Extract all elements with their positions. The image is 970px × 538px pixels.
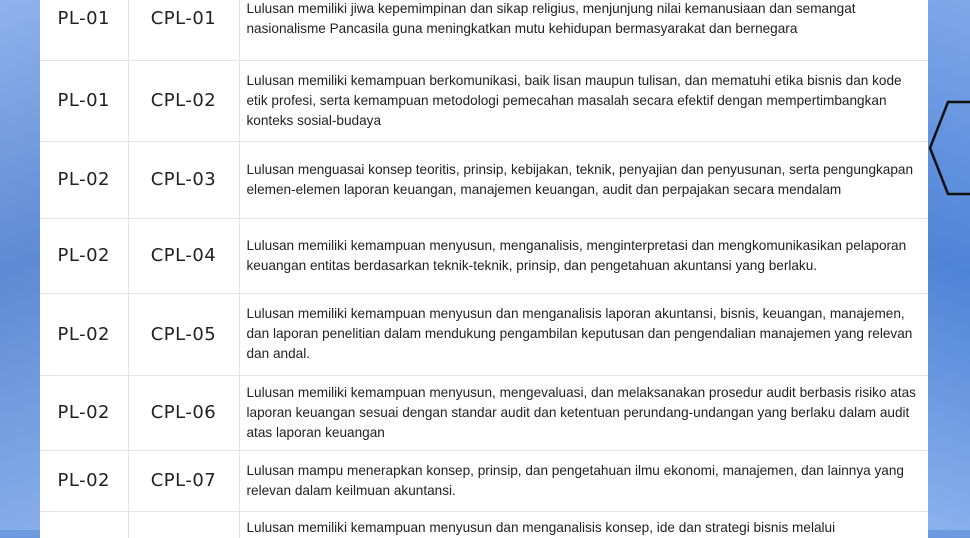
table-row: [40, 511, 928, 538]
cpl-code: CPL-05: [128, 293, 239, 375]
cpl-code: CPL-06: [128, 375, 239, 450]
cpl-code: CPL-01: [128, 0, 239, 60]
pl-code: [40, 511, 128, 538]
background-left-panel: [0, 0, 40, 530]
cpl-code: CPL-07: [128, 450, 239, 511]
table-row: [40, 293, 928, 375]
table-row: [40, 0, 928, 60]
background-right-panel: [928, 0, 970, 530]
table-row: [40, 218, 928, 293]
cpl-code: [128, 511, 239, 538]
table-row: [40, 141, 928, 218]
table-row: [40, 60, 928, 141]
cpl-code: CPL-03: [128, 141, 239, 218]
table-row: [40, 375, 928, 450]
pl-code: PL-02: [40, 450, 128, 511]
table-row: [40, 450, 928, 511]
cpl-description: Lulusan mampu menerapkan konsep, prinsip, dan pengetahuan ilmu ekonomi, manajemen, dan lainnya yang relevan dalam keilmuan akuntansi.: [239, 450, 928, 511]
cpl-table: [40, 0, 928, 538]
hexagon-decoration-icon: [928, 100, 970, 196]
cpl-description: Lulusan memiliki kemampuan berkomunikasi, baik lisan maupun tulisan, dan mematuhi etika bisnis dan kode etik profesi, serta kemampuan metodologi pemecahan masalah secara efektif dengan mempertimbangkan konteks sosial-budaya: [239, 60, 928, 141]
cpl-description: Lulusan memiliki kemampuan menyusun dan menganalisis laporan akuntansi, bisnis, keuangan, manajemen, dan laporan penelitian dalam mendukung pengambilan keputusan dan pengendalian manajemen yang relevan dan andal.: [239, 293, 928, 375]
cpl-description: Lulusan memiliki jiwa kepemimpinan dan sikap religius, menjunjung nilai kemanusiaan dan semangat nasionalisme Pancasila guna meningkatkan mutu kehidupan bermasyarakat dan bernegara: [239, 0, 928, 60]
cpl-table-card: [40, 0, 928, 538]
cpl-code: CPL-02: [128, 60, 239, 141]
cpl-description: Lulusan memiliki kemampuan menyusun, menganalisis, menginterpretasi dan mengkomunikasikan pelaporan keuangan entitas berdasarkan teknik-teknik, prinsip, dan pengetahuan akuntansi yang berlaku.: [239, 218, 928, 293]
pl-code: PL-01: [40, 0, 128, 60]
cpl-description: Lulusan memiliki kemampuan menyusun, mengevaluasi, dan melaksanakan prosedur audit berbasis risiko atas laporan keuangan sesuai dengan standar audit dan ketentuan perundang-undangan yang berlaku dalam audit atas laporan keuangan: [239, 375, 928, 450]
pl-code: PL-02: [40, 141, 128, 218]
cpl-description: Lulusan menguasai konsep teoritis, prinsip, kebijakan, teknik, penyajian dan penyusunan, serta pengungkapan elemen-elemen laporan keuangan, manajemen keuangan, audit dan perpajakan secara mendalam: [239, 141, 928, 218]
pl-code: PL-01: [40, 60, 128, 141]
cpl-code: CPL-04: [128, 218, 239, 293]
cpl-description: Lulusan memiliki kemampuan menyusun dan menganalisis konsep, ide dan strategi bisnis melalui: [239, 511, 928, 538]
pl-code: PL-02: [40, 293, 128, 375]
pl-code: PL-02: [40, 375, 128, 450]
pl-code: PL-02: [40, 218, 128, 293]
